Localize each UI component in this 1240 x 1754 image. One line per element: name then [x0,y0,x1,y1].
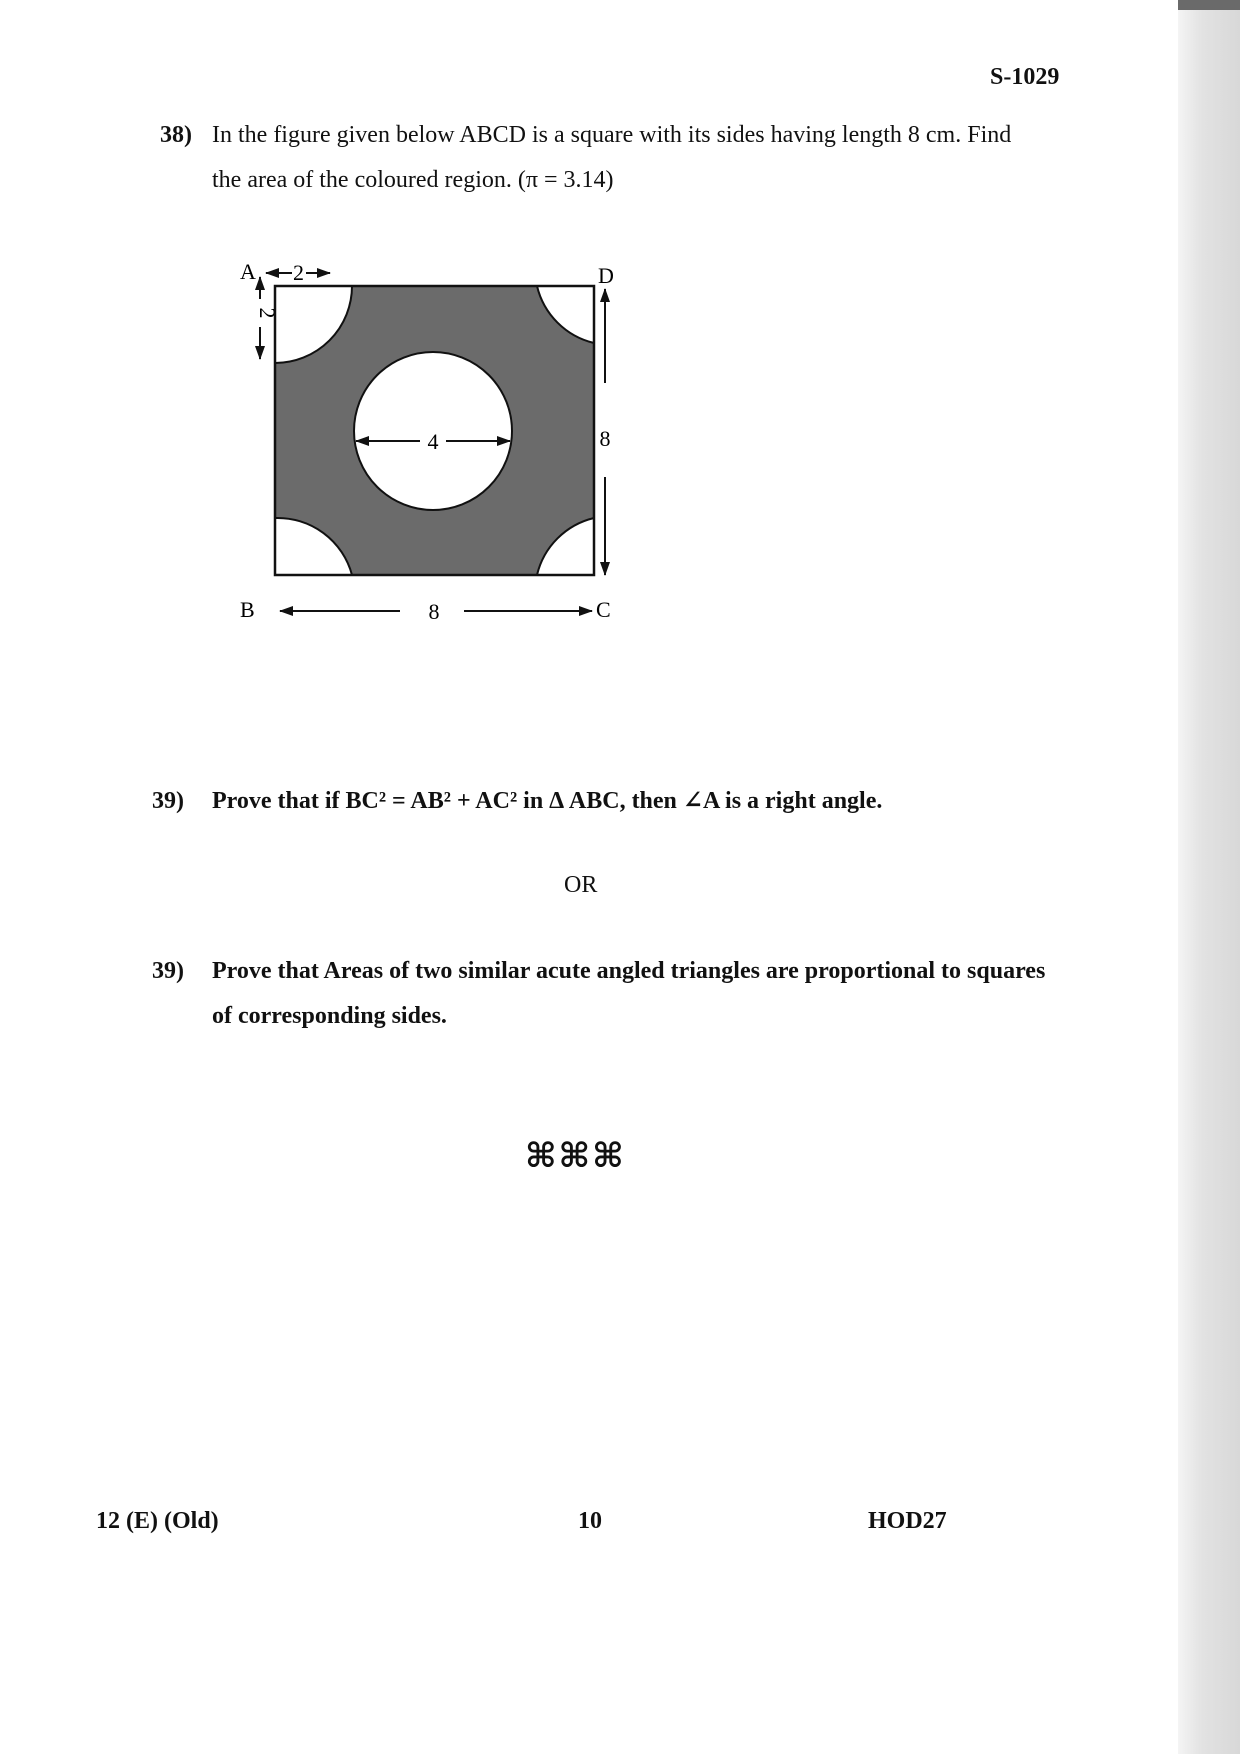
vertex-a-label: A [240,259,256,284]
footer-left: 12 (E) (Old) [96,1508,219,1534]
question-38-line-1: In the figure given below ABCD is a square with its sides having length 8 cm. Find [212,122,1012,148]
question-39a-number: 39) [152,788,184,814]
question-39b-number: 39) [152,958,184,984]
paper-code: S-1029 [990,64,1060,90]
vertex-d-label: D [598,263,614,288]
question-38-number: 38) [160,122,192,148]
vertex-c-label: C [596,597,611,622]
circle-dimension-label: 4 [427,429,439,454]
right-dimension-label: 8 [599,426,611,451]
square-figure [220,255,640,635]
scanned-page-edge-dark [1178,0,1240,10]
question-38-line-2: the area of the coloured region. (π = 3.14) [212,167,614,193]
footer-page-number: 10 [578,1508,602,1534]
question-39b-line-1: Prove that Areas of two similar acute angled triangles are proportional to squares [212,958,1046,984]
top-dimension-label: 2 [293,260,304,285]
question-39b-text [212,949,1102,1039]
question-38-text [212,113,1092,203]
bottom-dimension-label: 8 [428,599,440,624]
footer-right: HOD27 [868,1508,947,1534]
left-dimension-label: 2 [255,307,280,319]
scanned-page-edge [1178,0,1240,1754]
question-39a-text: Prove that if BC² = AB² + AC² in Δ ABC, then ∠A is a right angle. [212,788,883,814]
vertex-b-label: B [240,597,255,622]
or-label: OR [564,872,598,898]
question-39b-line-2: of corresponding sides. [212,1003,447,1029]
end-separator: ⌘⌘⌘ [525,1138,626,1175]
